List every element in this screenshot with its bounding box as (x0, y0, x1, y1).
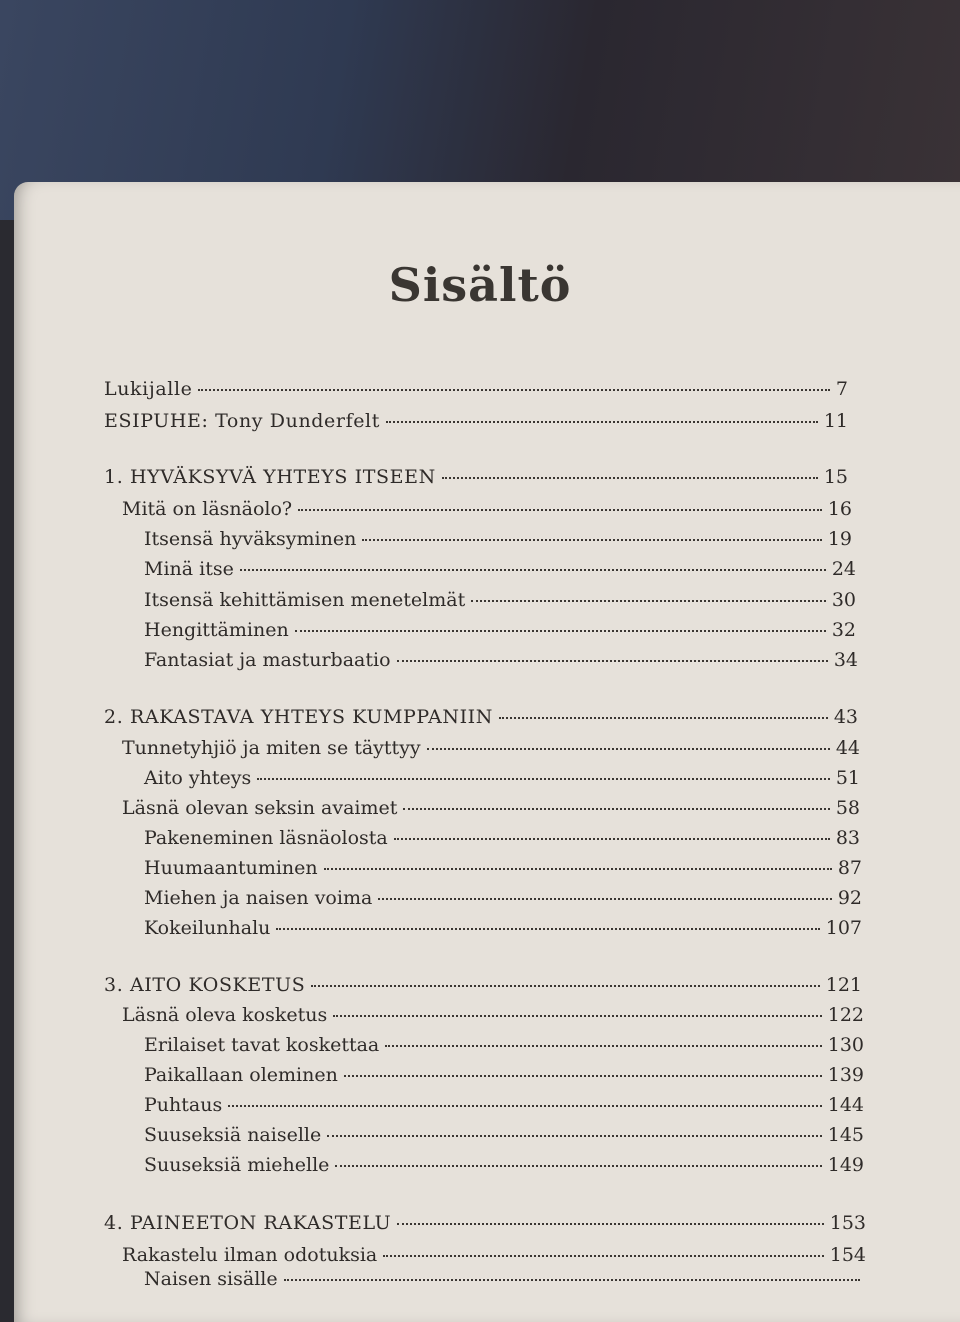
toc-entry-page-number: 43 (833, 706, 858, 728)
toc-entry (144, 619, 856, 641)
dot-leader (240, 569, 826, 571)
toc-entry-page-number: 16 (827, 498, 852, 520)
toc-entry-title: Fantasiat ja masturbaatio (144, 649, 391, 671)
toc-entry-title: 3. AITO KOSKETUS (104, 974, 306, 996)
toc-entry-page-number: 149 (827, 1154, 864, 1176)
dot-leader (499, 717, 828, 719)
toc-entry (144, 1268, 866, 1290)
toc-entry-title: Itsensä kehittämisen menetelmät (144, 589, 466, 611)
dot-leader (394, 838, 830, 840)
toc-entry-page-number: 153 (829, 1212, 866, 1234)
toc-entry-page-number: 144 (827, 1094, 864, 1116)
toc-entry (122, 498, 852, 520)
toc-entry-title: Rakastelu ilman odotuksia (122, 1244, 378, 1266)
toc-entry (144, 917, 862, 939)
toc-entry-page-number: 139 (827, 1064, 864, 1086)
dot-leader (335, 1165, 821, 1167)
toc-entry (122, 797, 860, 819)
toc-entry-title: Suuseksiä naiselle (144, 1124, 322, 1146)
toc-entry-page-number: 24 (831, 558, 856, 580)
toc-entry (122, 1004, 864, 1026)
dot-leader (427, 748, 830, 750)
dot-leader (397, 1223, 824, 1225)
dot-leader (383, 1255, 823, 1257)
toc-entry (144, 528, 852, 550)
dot-leader (311, 985, 819, 987)
toc-entry-title: 4. PAINEETON RAKASTELU (104, 1212, 392, 1234)
dot-leader (276, 928, 819, 930)
toc-entry-page-number: 122 (827, 1004, 864, 1026)
toc-entry (144, 857, 862, 879)
dot-leader (442, 477, 818, 479)
dot-leader (324, 868, 832, 870)
dot-leader (333, 1015, 821, 1017)
dot-leader (385, 1045, 821, 1047)
dot-leader (378, 898, 832, 900)
toc-entry (104, 1212, 866, 1234)
toc-entry-page-number: 11 (823, 410, 848, 432)
toc-entry-title: Kokeilunhalu (144, 917, 271, 939)
dot-leader (284, 1279, 860, 1281)
toc-entry-page-number: 15 (823, 466, 848, 488)
toc-entry-page-number: 7 (835, 378, 848, 400)
toc-entry-title: Suuseksiä miehelle (144, 1154, 330, 1176)
dot-leader (471, 600, 826, 602)
toc-entry (104, 974, 862, 996)
toc-entry-title: Hengittäminen (144, 619, 289, 641)
dot-leader (362, 539, 821, 541)
toc-entry-title: Miehen ja naisen voima (144, 887, 373, 909)
toc-entry-title: ESIPUHE: Tony Dunderfelt (104, 410, 380, 432)
toc-entry-page-number: 130 (827, 1034, 864, 1056)
toc-entry-title: Lukijalle (104, 378, 193, 400)
toc-entry-title: Erilaiset tavat koskettaa (144, 1034, 380, 1056)
toc-entry-page-number: 121 (825, 974, 862, 996)
toc-entry (144, 1094, 864, 1116)
dot-leader (403, 808, 829, 810)
toc-entry-page-number: 83 (835, 827, 860, 849)
toc-entry-title: Läsnä oleva kosketus (122, 1004, 328, 1026)
toc-entry-page-number: 34 (833, 649, 858, 671)
toc-entry-page-number: 19 (827, 528, 852, 550)
dot-leader (295, 630, 826, 632)
toc-entry-title: Huumaantuminen (144, 857, 318, 879)
toc-entry-title: Tunnetyhjiö ja miten se täyttyy (122, 737, 421, 759)
toc-entry-page-number: 87 (837, 857, 862, 879)
toc-entry-title: Paikallaan oleminen (144, 1064, 338, 1086)
toc-entry (144, 887, 862, 909)
toc-entry-title: 1. HYVÄKSYVÄ YHTEYS ITSEEN (104, 466, 436, 488)
toc-entry-page-number: 32 (831, 619, 856, 641)
dot-leader (198, 389, 829, 391)
toc-entry (144, 1034, 864, 1056)
toc-entry (104, 706, 858, 728)
toc-entry-title: 2. RAKASTAVA YHTEYS KUMPPANIIN (104, 706, 494, 728)
toc-entry-title: Pakeneminen läsnäolosta (144, 827, 388, 849)
dot-leader (228, 1105, 822, 1107)
toc-entry-title: Läsnä olevan seksin avaimet (122, 797, 398, 819)
toc-entry-title: Mitä on läsnäolo? (122, 498, 293, 520)
toc-entry (144, 1124, 864, 1146)
toc-entry-title: Aito yhteys (144, 767, 252, 789)
toc-entry-page-number: 154 (829, 1244, 866, 1266)
toc-entry (122, 1244, 866, 1266)
toc-entry (144, 558, 856, 580)
dot-leader (298, 509, 822, 511)
toc-entry (144, 1064, 864, 1086)
toc-entry (122, 737, 860, 759)
page-title: Sisältö (388, 258, 572, 312)
dot-leader (397, 660, 828, 662)
dot-leader (327, 1135, 822, 1137)
toc-entry-page-number: 145 (827, 1124, 864, 1146)
toc-entry (104, 378, 848, 400)
toc-entry-page-number: 44 (835, 737, 860, 759)
toc-entry (144, 767, 860, 789)
toc-entry (104, 410, 848, 432)
toc-entry (144, 589, 856, 611)
toc-entry (144, 827, 860, 849)
toc-entry-page-number: 51 (835, 767, 860, 789)
toc-entry-page-number: 30 (831, 589, 856, 611)
toc-entry-title: Itsensä hyväksyminen (144, 528, 357, 550)
toc-entry-page-number: 58 (835, 797, 860, 819)
toc-entry-title: Naisen sisälle (144, 1268, 278, 1290)
toc-entry (104, 466, 848, 488)
toc-entry (144, 649, 858, 671)
toc-entry-page-number: 92 (837, 887, 862, 909)
dot-leader (344, 1075, 822, 1077)
toc-entry-title: Puhtaus (144, 1094, 223, 1116)
dot-leader (386, 421, 818, 423)
toc-entry-title: Minä itse (144, 558, 234, 580)
dot-leader (257, 778, 830, 780)
toc-entry (144, 1154, 864, 1176)
toc-entry-page-number: 107 (825, 917, 862, 939)
